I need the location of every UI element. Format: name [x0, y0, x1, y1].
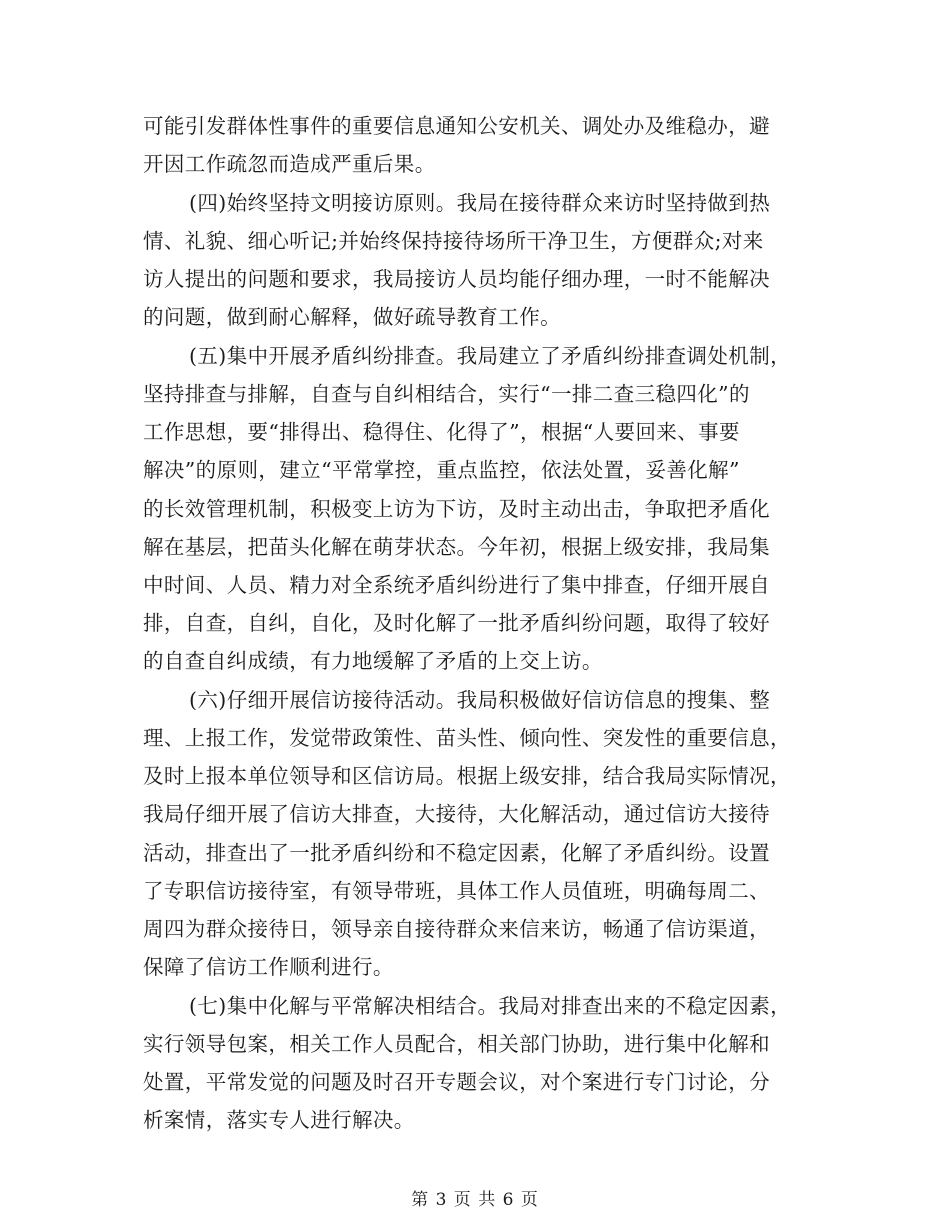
body-line: 可能引发群体性事件的重要信息通知公安机关、调处办及维稳办，避: [143, 114, 770, 138]
body-line: 析案情，落实专人进行解决。: [143, 1108, 415, 1132]
body-line: 处置，平常发觉的问题及时召开专题会议，对个案进行专门讨论，分: [143, 1070, 770, 1094]
body-line: 的自查自纠成绩，有力地缓解了矛盾的上交上访。: [143, 649, 603, 673]
body-line: 坚持排查与排解，自查与自纠相结合，实行“一排二查三稳四化”的: [143, 382, 750, 406]
body-line: 解决”的原则，建立“平常掌控，重点监控，依法处置，妥善化解”: [143, 458, 740, 482]
body-line: 理、上报工作，发觉带政策性、苗头性、倾向性、突发性的重要信息，: [143, 726, 791, 750]
body-line: 了专职信访接待室，有领导带班，具体工作人员值班，明确每周二、: [143, 879, 770, 903]
body-line: 活动，排查出了一批矛盾纠纷和不稳定因素，化解了矛盾纠纷。设置: [143, 841, 770, 865]
body-line: 访人提出的问题和要求，我局接访人员均能仔细办理，一时不能解决: [143, 267, 770, 291]
section-heading-line: (四)始终坚持文明接访原则。我局在接待群众来访时坚持做到热: [189, 191, 771, 215]
section-heading-line: (五)集中开展矛盾纠纷排查。我局建立了矛盾纠纷排查调处机制，: [189, 344, 791, 368]
body-line: 的长效管理机制，积极变上访为下访，及时主动出击，争取把矛盾化: [143, 497, 770, 521]
body-line: 的问题，做到耐心解释，做好疏导教育工作。: [143, 305, 561, 329]
section-heading-line: (六)仔细开展信访接待活动。我局积极做好信访信息的搜集、整: [189, 688, 771, 712]
body-line: 开因工作疏忽而造成严重后果。: [143, 152, 436, 176]
body-line: 工作思想，要“排得出、稳得住、化得了”，根据“人要回来、事要: [143, 420, 740, 444]
section-heading-line: (七)集中化解与平常解决相结合。我局对排查出来的不稳定因素，: [189, 994, 791, 1018]
body-line: 解在基层，把苗头化解在萌芽状态。今年初，根据上级安排，我局集: [143, 535, 770, 559]
body-line: 排，自查，自纠，自化，及时化解了一批矛盾纠纷问题，取得了较好: [143, 611, 770, 635]
body-line: 情、礼貌、细心听记;并始终保持接待场所干净卫生，方便群众;对来: [143, 229, 764, 253]
body-line: 周四为群众接待日，领导亲自接待群众来信来访，畅通了信访渠道，: [143, 917, 770, 941]
body-line: 中时间、人员、精力对全系统矛盾纠纷进行了集中排查，仔细开展自: [143, 573, 770, 597]
body-line: 实行领导包案，相关工作人员配合，相关部门协助，进行集中化解和: [143, 1032, 770, 1056]
body-line: 保障了信访工作顺利进行。: [143, 955, 394, 979]
page-number-footer: 第 3 页 共 6 页: [411, 1190, 539, 1210]
body-line: 及时上报本单位领导和区信访局。根据上级安排，结合我局实际情况，: [143, 764, 791, 788]
body-line: 我局仔细开展了信访大排查，大接待，大化解活动，通过信访大接待: [143, 802, 770, 826]
